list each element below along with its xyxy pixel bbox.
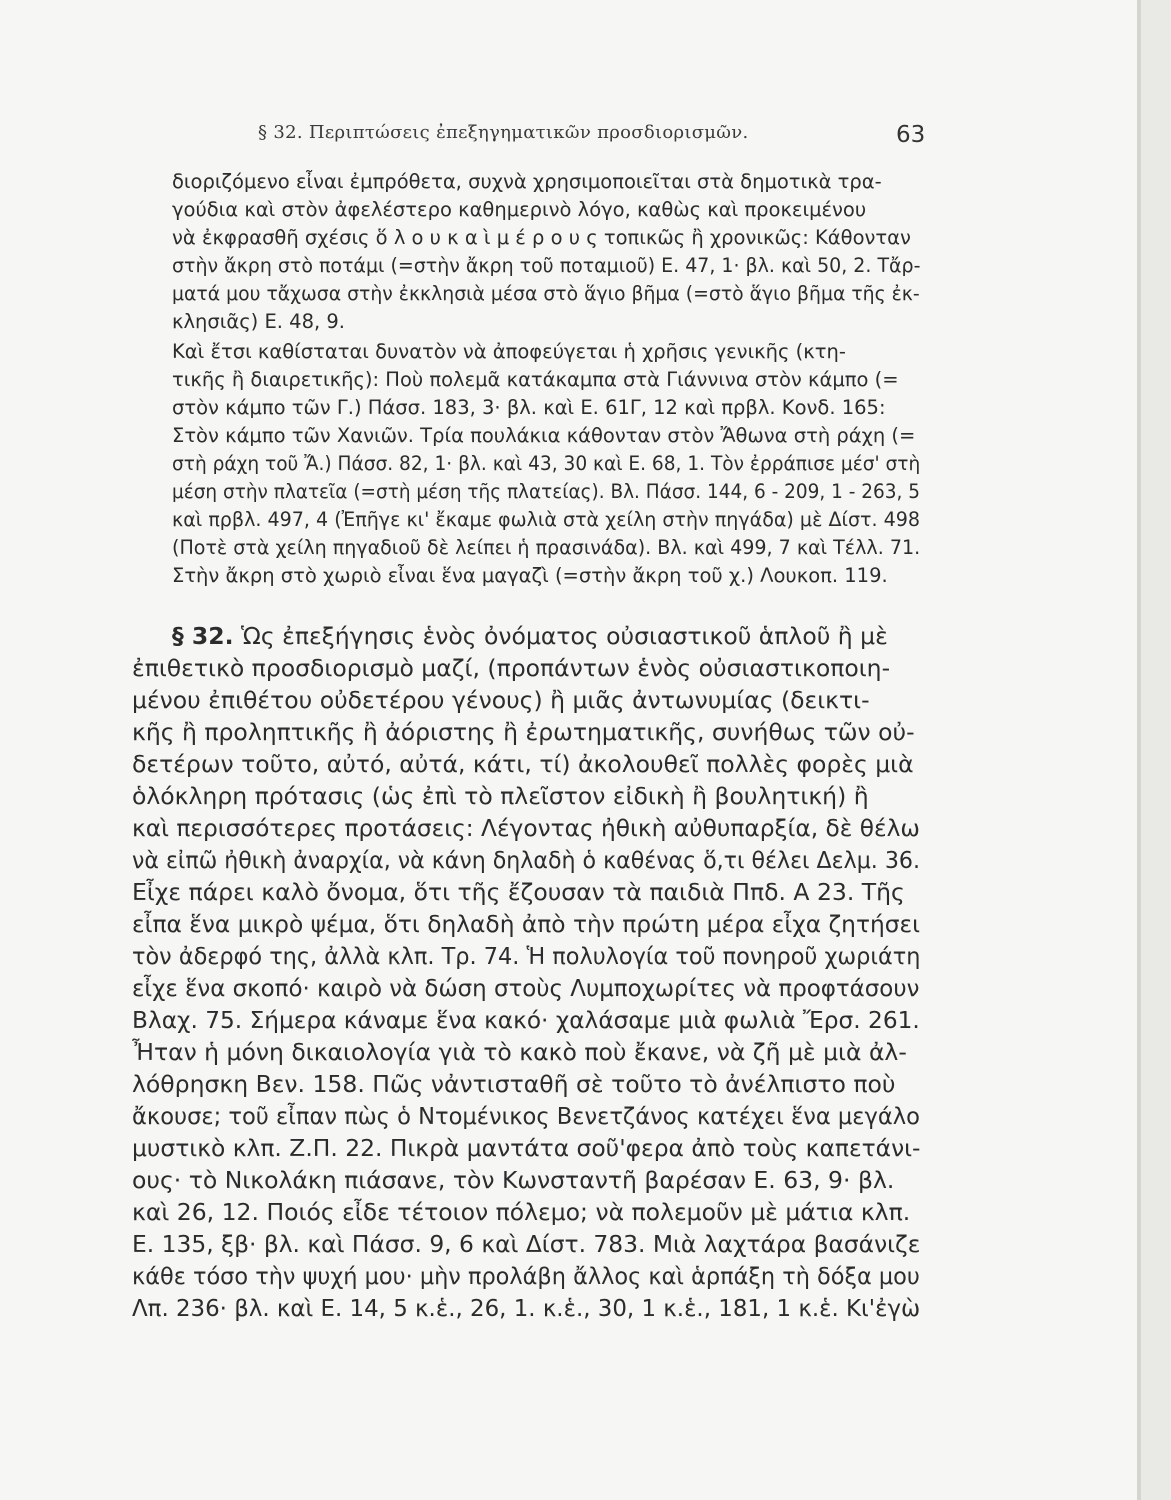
text-line: Ὡς ἐπεξήγησις ἑνὸς ὀνόματος οὐσιαστικοῦ ἁπλοῦ ἢ μὲ (241, 622, 888, 650)
text-line: καὶ 26, 12. Ποιός εἶδε τέτοιον πόλεμο; νὰ πολεμοῦν μὲ μάτια κλπ. (132, 1198, 911, 1226)
text-line: ὁλόκληρη πρότασις (ὡς ἐπὶ τὸ πλεῖστον εἰδικὴ ἢ βουλητική) ἢ (132, 782, 869, 810)
section-first-line (172, 622, 888, 650)
text-line: Εἶχε πάρει καλὸ ὄνομα, ὅτι τῆς ἔζουσαν τὰ παιδιὰ Ππδ. Α 23. Τῆς (132, 878, 905, 906)
text-line: στὴ ράχη τοῦ Ἄ.) Πάσσ. 82, 1· βλ. καὶ 43, 30 καὶ Ε. 68, 1. Τὸν ἐρράπισε μέσ' στὴ (172, 452, 921, 475)
text-line: εἶχε ἕνα σκοπό· καιρὸ νὰ δώση στοὺς Λυμποχωρίτες νὰ προφτάσουν (132, 974, 920, 1002)
text-line: κῆς ἢ προληπτικῆς ἢ ἀόριστης ἢ ἐρωτηματικῆς, συνήθως τῶν οὐ- (132, 718, 915, 746)
page-edge (1141, 0, 1171, 1500)
text-line: Βλαχ. 75. Σήμερα κάναμε ἕνα κακό· χαλάσαμε μιὰ φωλιὰ Ἔρσ. 261. (132, 1006, 920, 1034)
text-line: κάθε τόσο τὴν ψυχή μου· μὴν προλάβη ἄλλος καὶ ἁρπάξη τὴ δόξα μου (132, 1262, 920, 1290)
text-line: (Ποτὲ στὰ χείλη πηγαδιοῦ δὲ λείπει ἡ πρασινάδα). Βλ. καὶ 499, 7 καὶ Τέλλ. 71. (172, 536, 921, 559)
text-line: Λπ. 236· βλ. καὶ Ε. 14, 5 κ.ἑ., 26, 1. κ.ἑ., 30, 1 κ.ἑ., 181, 1 κ.ἑ. Κι'ἐγὼ (132, 1294, 921, 1322)
text-line: τὸν ἀδερφό της, ἀλλὰ κλπ. Τρ. 74. Ἡ πολυλογία τοῦ πονηροῦ χωριάτη (132, 942, 921, 970)
text-line: ἐπιθετικὸ προσδιορισμὸ μαζί, (προπάντων ἑνὸς οὐσιαστικοποιη- (132, 654, 891, 682)
text-line: ἄκουσε; τοῦ εἶπαν πὼς ὁ Ντομένικος Βενετζάνος κατέχει ἕνα μεγάλο (132, 1102, 920, 1130)
text-line: στὸν κάμπο τῶν Γ.) Πάσσ. 183, 3· βλ. καὶ Ε. 61Γ, 12 καὶ πρβλ. Κονδ. 165: (172, 396, 886, 419)
text-line: νὰ εἰπῶ ἠθικὴ ἀναρχία, νὰ κάνη δηλαδὴ ὁ καθένας ὅ,τι θέλει Δελμ. 36. (132, 846, 921, 874)
text-line: τικῆς ἢ διαιρετικῆς): Ποὺ πολεμᾶ κατάκαμπα στὰ Γιάννινα στὸν κάμπο (= (172, 368, 899, 391)
running-title: § 32. Περιπτώσεις ἐπεξηγηματικῶν προσδιορισμῶν. (258, 122, 749, 143)
text-line: Καὶ ἔτσι καθίσταται δυνατὸν νὰ ἀποφεύγεται ἡ χρῆσις γενικῆς (κτη- (172, 340, 846, 363)
text-line: καὶ περισσότερες προτάσεις: Λέγοντας ἠθικὴ αὐθυπαρξία, δὲ θέλω (132, 814, 920, 842)
text-line: ματά μου τἄχωσα στὴν ἐκκλησιὰ μέσα στὸ ἅγιο βῆμα (=στὸ ἅγιο βῆμα τῆς ἐκ- (172, 282, 920, 305)
text-line: Στὴν ἄκρη στὸ χωριὸ εἶναι ἕνα μαγαζὶ (=στὴν ἄκρη τοῦ χ.) Λουκοπ. 119. (172, 564, 888, 587)
text-line: δετέρων τοῦτο, αὐτό, αὐτά, κάτι, τί) ἀκολουθεῖ πολλὲς φορὲς μιὰ (132, 750, 914, 778)
text-line: μέση στὴν πλατεῖα (=στὴ μέση τῆς πλατείας). Βλ. Πάσσ. 144, 6 - 209, 1 - 263, 5 (172, 480, 921, 503)
text-line: Στὸν κάμπο τῶν Χανιῶν. Τρία πουλάκια κάθονταν στὸν Ἄθωνα στὴ ράχη (= (172, 424, 916, 447)
text-line: μένου ἐπιθέτου οὐδετέρου γένους) ἢ μιᾶς ἀντωνυμίας (δεικτι- (132, 686, 870, 714)
text-line: ους· τὸ Νικολάκη πιάσανε, τὸν Κωνσταντῆ βαρέσαν Ε. 63, 9· βλ. (132, 1166, 895, 1194)
text-line: εἶπα ἕνα μικρὸ ψέμα, ὅτι δηλαδὴ ἀπὸ τὴν πρώτη μέρα εἶχα ζητήσει (132, 910, 921, 938)
text-line: λόθρησκη Βεν. 158. Πῶς νἀντισταθῆ σὲ τοῦτο τὸ ἀνέλπιστο ποὺ (132, 1070, 896, 1098)
text-line: καὶ πρβλ. 497, 4 (Ἐπῆγε κι' ἔκαμε φωλιὰ στὰ χείλη στὴν πηγάδα) μὲ Δίστ. 498 (172, 508, 921, 531)
text-line: κλησιᾶς) Ε. 48, 9. (172, 310, 345, 333)
text-line: γούδια καὶ στὸν ἀφελέστερο καθημερινὸ λόγο, καθὼς καὶ προκειμένου (172, 198, 867, 221)
text-line: Ε. 135, ξβ· βλ. καὶ Πάσσ. 9, 6 καὶ Δίστ. 783. Μιὰ λαχτάρα βασάνιζε (132, 1230, 921, 1258)
text-line: νὰ ἐκφρασθῆ σχέσις ὅ λ ο υ κ α ὶ μ έ ρ ο υ ς τοπικῶς ἢ χρονικῶς: Κάθονταν (172, 226, 911, 249)
text-line: στὴν ἄκρη στὸ ποτάμι (=στὴν ἄκρη τοῦ ποταμιοῦ) Ε. 47, 1· βλ. καὶ 50, 2. Τἄρ- (172, 254, 921, 277)
text-line: διοριζόμενο εἶναι ἐμπρόθετα, συχνὰ χρησιμοποιεῖται στὰ δημοτικὰ τρα- (172, 170, 882, 193)
text-line: Ἦταν ἡ μόνη δικαιολογία γιὰ τὸ κακὸ ποὺ ἔκανε, νὰ ζῆ μὲ μιὰ ἀλ- (132, 1038, 907, 1066)
page-number: 63 (896, 122, 926, 148)
section-mark: § 32. (172, 622, 234, 650)
text-line: μυστικὸ κλπ. Ζ.Π. 22. Πικρὰ μαντάτα σοῦ'φερα ἀπὸ τοὺς καπετάνι- (132, 1134, 921, 1162)
